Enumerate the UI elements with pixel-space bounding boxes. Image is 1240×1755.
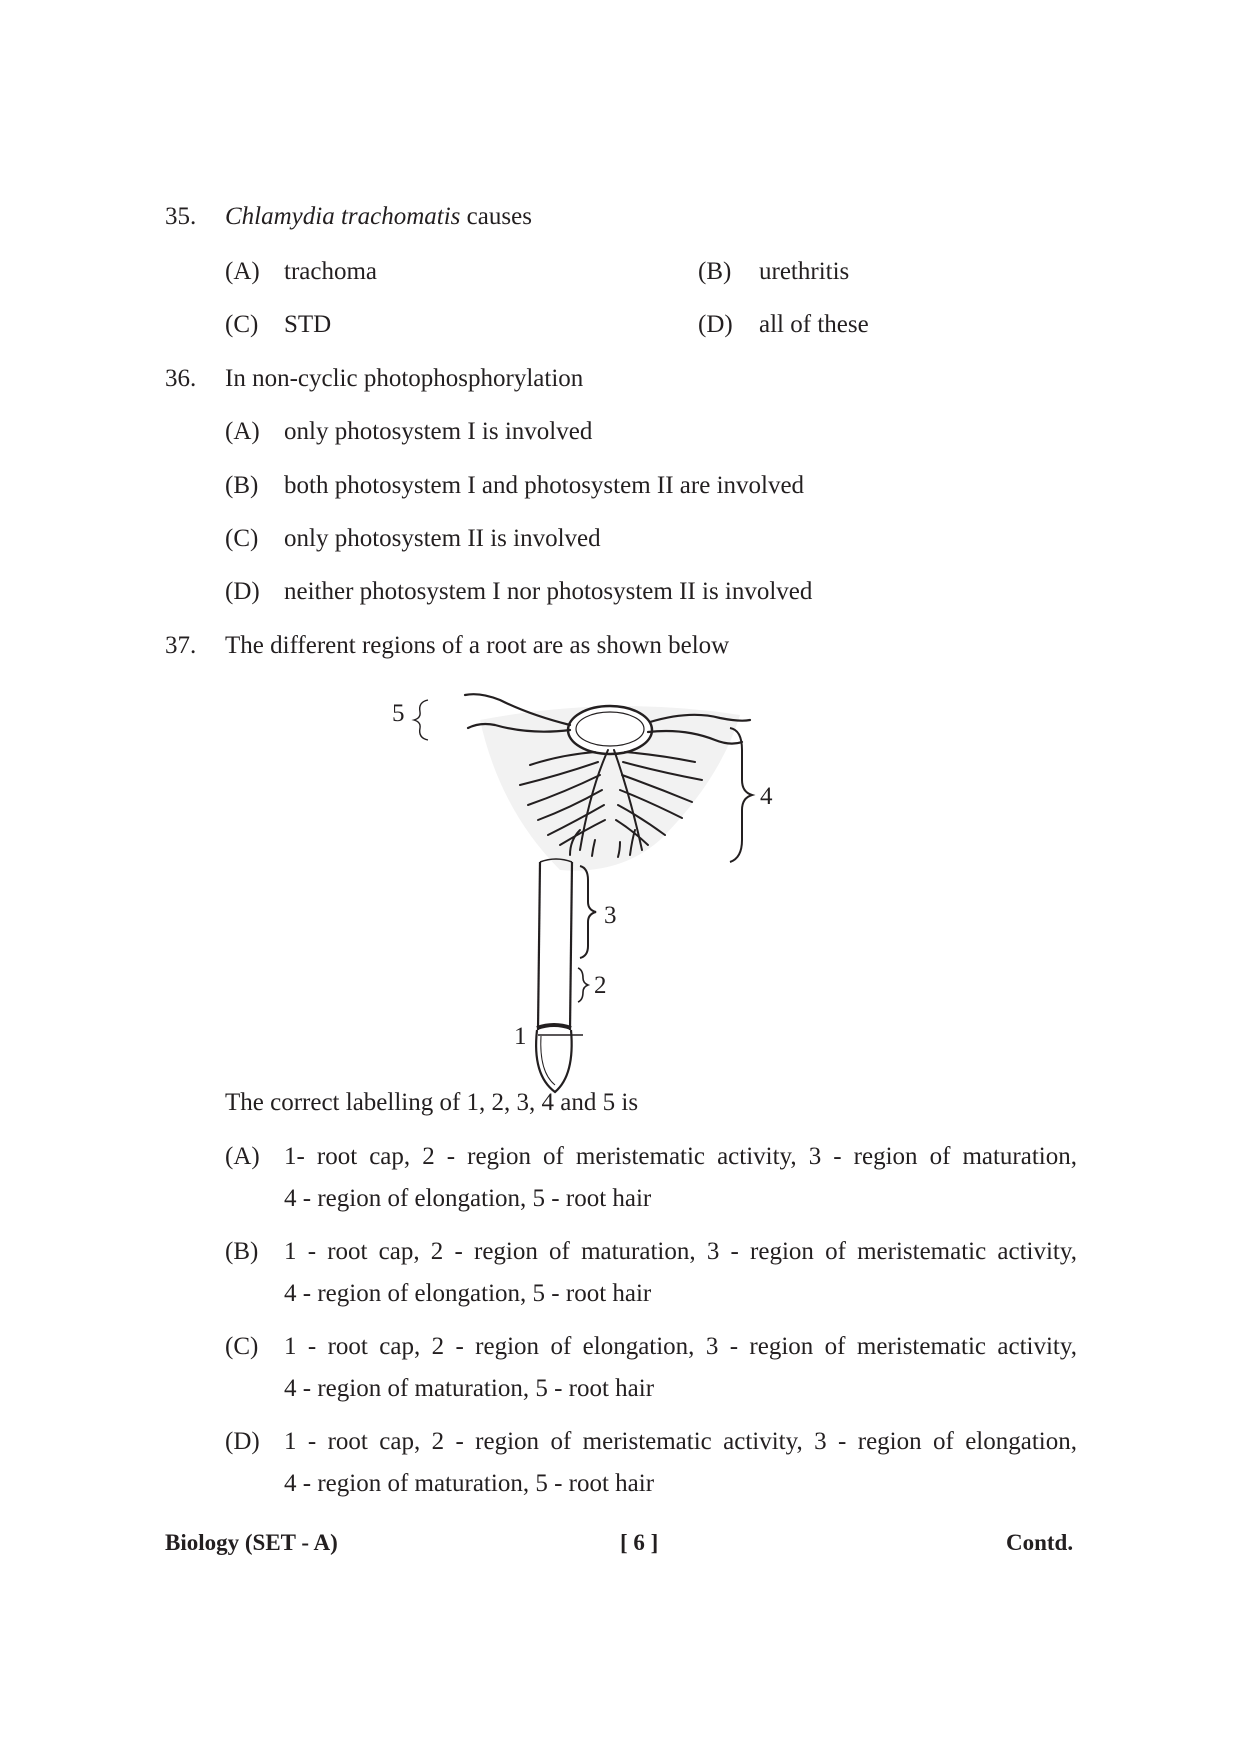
q37-option-a-line2: 4 - region of elongation, 5 - root hair: [284, 1185, 652, 1212]
brace-3: [580, 866, 596, 958]
footer-subject: Biology (SET - A): [165, 1530, 338, 1555]
q35-option-a-letter: (A): [225, 258, 260, 285]
q36-option-b-letter: (B): [225, 472, 259, 499]
diagram-label-2: 2: [594, 972, 607, 999]
q36-option-c-text: only photosystem II is involved: [284, 525, 601, 552]
q35-option-b-text: urethritis: [759, 258, 850, 285]
q35-option-a-text: trachoma: [284, 258, 378, 285]
root-regions-diagram: [392, 680, 820, 1080]
q36-option-d-text: neither photosystem I nor photosystem II is involved: [284, 578, 813, 605]
q37-option-a-letter: (A): [225, 1143, 260, 1170]
brace-2: [578, 968, 588, 1002]
brace-5: [414, 700, 428, 740]
question-35-organism: Chlamydia trachomatis: [225, 203, 461, 230]
meristem-band: [537, 1025, 571, 1028]
q35-option-d-letter: (D): [698, 311, 733, 338]
diagram-label-1: 1: [514, 1023, 527, 1050]
q36-option-b-text: both photosystem I and photosystem II are involved: [284, 472, 805, 499]
footer-page-number: [ 6 ]: [620, 1530, 659, 1555]
root-shaft-left-edge: [538, 862, 540, 1030]
q37-option-c-letter: (C): [225, 1333, 259, 1360]
diagram-label-4: 4: [760, 783, 773, 810]
q37-option-b-letter: (B): [225, 1238, 259, 1265]
q36-option-a-letter: (A): [225, 418, 260, 445]
question-37-text: The different regions of a root are as shown below: [225, 632, 730, 659]
question-37-prompt: The correct labelling of 1, 2, 3, 4 and 5 is: [225, 1089, 639, 1116]
root-shaft-right-edge: [570, 862, 572, 1030]
q37-option-b-line1: 1 - root cap, 2 - region of maturation, 3 - region of meristematic activity,: [284, 1238, 1077, 1265]
question-35-verb: causes: [460, 203, 532, 230]
question-36-text: In non-cyclic photophosphorylation: [225, 365, 584, 392]
q37-option-d-line2: 4 - region of maturation, 5 - root hair: [284, 1470, 655, 1497]
q37-option-a-line1: 1- root cap, 2 - region of meristematic activity, 3 - region of maturation,: [284, 1143, 1077, 1170]
question-35-number: 35.: [165, 203, 197, 230]
q37-option-d-letter: (D): [225, 1428, 260, 1455]
q36-option-d-letter: (D): [225, 578, 260, 605]
diagram-label-5: 5: [392, 700, 405, 727]
q37-option-c-line1: 1 - root cap, 2 - region of elongation, 3 - region of meristematic activity,: [284, 1333, 1077, 1360]
seed-body: [568, 706, 652, 754]
q35-option-d-text: all of these: [759, 311, 869, 338]
q36-option-c-letter: (C): [225, 525, 259, 552]
q35-option-b-letter: (B): [698, 258, 732, 285]
brace-4: [730, 728, 752, 862]
q35-option-c-letter: (C): [225, 311, 259, 338]
footer-contd: Contd.: [1006, 1530, 1074, 1555]
q37-option-c-line2: 4 - region of maturation, 5 - root hair: [284, 1375, 655, 1402]
q37-option-b-line2: 4 - region of elongation, 5 - root hair: [284, 1280, 652, 1307]
question-36-number: 36.: [165, 365, 197, 392]
question-37-number: 37.: [165, 632, 197, 659]
question-35-text: [225, 203, 532, 231]
q36-option-a-text: only photosystem I is involved: [284, 418, 593, 445]
root-cap: [536, 1030, 572, 1092]
q35-option-c-text: STD: [284, 311, 332, 338]
diagram-label-3: 3: [604, 902, 617, 929]
q37-option-d-line1: 1 - root cap, 2 - region of meristematic activity, 3 - region of elongation,: [284, 1428, 1077, 1455]
